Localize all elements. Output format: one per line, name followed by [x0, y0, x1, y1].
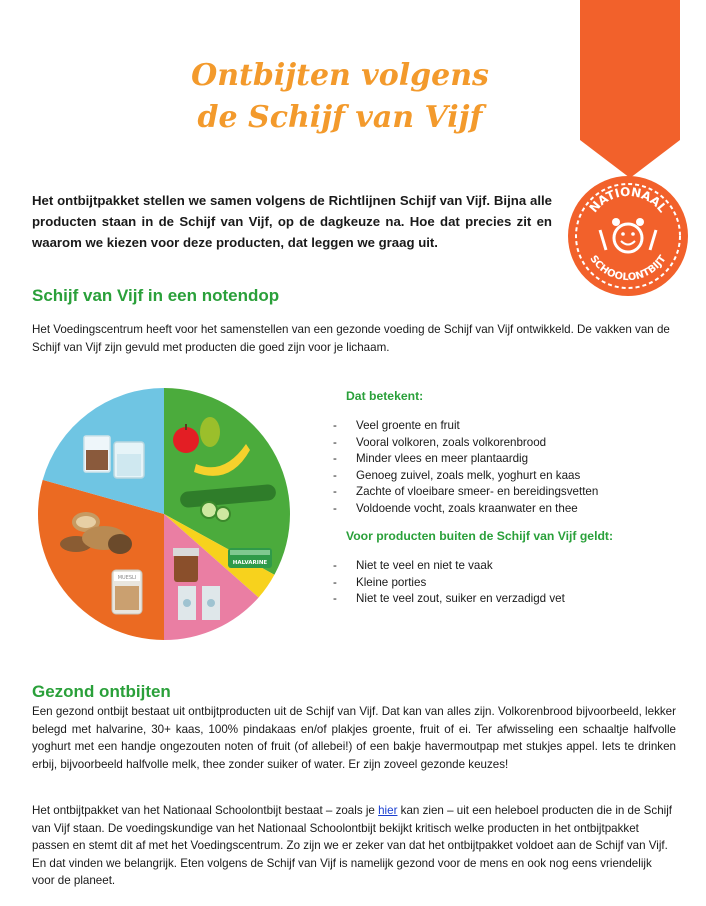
list-item: - Genoeg zuivel, zoals melk, yoghurt en kaas — [331, 468, 681, 485]
margarine-tub-icon — [228, 548, 272, 568]
page-title-line-1: Ontbijten volgens — [191, 58, 489, 93]
peanut-butter-jar-icon — [173, 548, 199, 582]
tea-glass-icon — [84, 436, 110, 472]
section-gezond-ontbijten-text: Een gezond ontbijt bestaat uit ontbijtproducten uit de Schijf van Vijf. Dat kan van alles zijn. Volkorenbrood bijvoorbeeld, lekker belegd met halvarine, 30+ kaas, 100% pindakaas en/of plakjes groente, fruit of ei. Ter afwisseling een schaaltje halfvolle yoghurt met een handje ongezouten noten of fruit (of allebei!) of een bakje havermoutpap met stukjes appel. Iets te drinken erbij, bijvoorbeeld halfvolle melk, thee zonder suiker of water. Er zijn zoveel gezonde keuzes! — [32, 705, 676, 771]
schoolontbijt-badge — [562, 0, 696, 310]
list-item: - Kleine porties — [331, 575, 681, 592]
list-item: - Niet te veel en niet te vaak — [331, 558, 681, 575]
badge-ribbon — [580, 0, 680, 178]
list-item: - Minder vlees en meer plantaardig — [331, 451, 681, 468]
muesli-jar-icon — [112, 570, 142, 614]
water-pitcher-icon — [114, 442, 144, 478]
list-item: - Vooral volkoren, zoals volkorenbrood — [331, 435, 681, 452]
margarine-label: HALVARINE — [232, 560, 268, 566]
intro-text: Het ontbijtpakket stellen we samen volgens de Richtlijnen Schijf van Vijf. Bijna alle producten staan in de Schijf van Vijf, op de dagkeuze na. Hoe dat precies zit en waarom we kiezen voor deze producten, dat leggen we graag uit. — [32, 193, 552, 250]
muesli-label: MUESLI — [117, 575, 137, 581]
list-item: - Zachte of vloeibare smeer- en bereidingsvetten — [331, 484, 681, 501]
badge-seal — [568, 176, 688, 296]
hier-link[interactable]: hier — [378, 804, 398, 817]
list-item: - Veel groente en fruit — [331, 418, 681, 435]
pear-icon — [200, 417, 220, 447]
section-heading-gezond-ontbijten: Gezond ontbijten — [32, 682, 171, 701]
p2-text-before: Het ontbijtpakket van het Nationaal Schoolontbijt bestaat – zoals je — [32, 804, 379, 817]
list-item: - Voldoende vocht, zoals kraanwater en thee — [331, 501, 681, 518]
page-title-line-2: de Schijf van Vijf — [197, 100, 483, 135]
betekent-list — [331, 418, 681, 517]
betekent-heading: Dat betekent: — [346, 389, 424, 403]
section-ontbijtpakket-text — [32, 802, 676, 890]
badge-top-text: NATIONAAL — [586, 184, 670, 216]
section-notendop-text: Het Voedingscentrum heeft voor het samenstellen van een gezonde voeding de Schijf van Vijf ontwikkeld. De vakken van de Schijf van Vijf zijn gevuld met producten die goed zijn voor je lichaam. — [32, 323, 670, 354]
badge-bottom-text: SCHOOLONTBIJT — [587, 253, 669, 284]
list-item: - Niet te veel zout, suiker en verzadigd vet — [331, 591, 681, 608]
section-heading-notendop: Schijf van Vijf in een notendop — [32, 286, 280, 305]
buiten-heading: Voor producten buiten de Schijf van Vijf geldt: — [346, 529, 614, 543]
buiten-list — [331, 558, 681, 608]
p2-text-after: kan zien – uit een heleboel producten die in de Schijf van Vijf staan. De voedingskundige van het Nationaal Schoolontbijt bekijkt kritisch welke producten in het ontbijtpakket passen en stemt dit af met het Voedingscentrum. Zo zijn we er zeker van dat het ontbijtpakket voldoet aan de Schijf van Vijf. En dat vinden we belangrijk. Eten volgens de Schijf van Vijf is namelijk gezond voor de mens en ook nog eens vriendelijk voor de planeet. — [32, 804, 673, 887]
schijf-van-vijf-wheel — [34, 384, 294, 644]
